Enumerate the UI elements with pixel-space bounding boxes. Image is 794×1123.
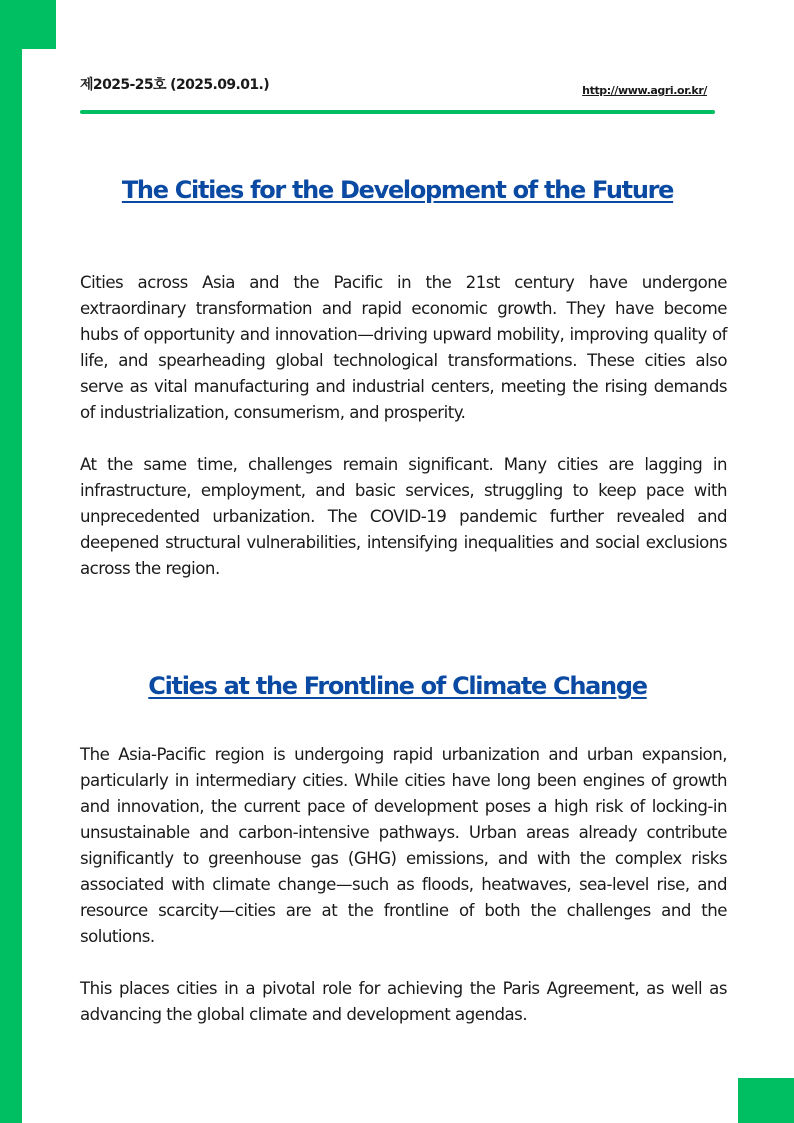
left-accent-bar xyxy=(0,48,22,1123)
paragraph-future-cities-2: At the same time, challenges remain significant. Many cities are lagging in infrastructure, employment, and basic services, struggling to keep pace with unprecedented urbanization. The COVID-19 pandemic further revealed and deepened structural vulnerabilities, intensifying inequalities and social exclusions across the region. xyxy=(80,455,727,578)
section-title-climate-change: Cities at the Frontline of Climate Change xyxy=(148,672,647,700)
header-divider xyxy=(80,110,715,114)
section-title-future-cities: The Cities for the Development of the Future xyxy=(121,176,674,204)
top-left-accent-block xyxy=(0,0,56,49)
issue-number: 제2025-25호 (2025.09.01.) xyxy=(80,77,270,93)
paragraph-climate-change-2: This places cities in a pivotal role for achieving the Paris Agreement, as well as advancing the global climate and development agendas. xyxy=(80,979,727,1024)
bottom-right-accent-block xyxy=(738,1078,794,1123)
website-link[interactable]: http://www.agri.or.kr/ xyxy=(582,84,707,97)
paragraph-future-cities-1: Cities across Asia and the Pacific in the 21st century have undergone extraordinary transformation and rapid economic growth. They have become hubs of opportunity and innovation—driving upward mobility, improving quality of life, and spearheading global technological transformations. These cities also serve as vital manufacturing and industrial centers, meeting the rising demands of industrialization, consumerism, and prosperity. xyxy=(80,273,727,422)
paragraph-climate-change-1: The Asia-Pacific region is undergoing rapid urbanization and urban expansion, particularly in intermediary cities. While cities have long been engines of growth and innovation, the current pace of development poses a high risk of locking-in unsustainable and carbon-intensive pathways. Urban areas already contribute significantly to greenhouse gas (GHG) emissions, and with the complex risks associated with climate change—such as floods, heatwaves, sea-level rise, and resource scarcity—cities are at the frontline of both the challenges and the solutions. xyxy=(80,745,727,946)
